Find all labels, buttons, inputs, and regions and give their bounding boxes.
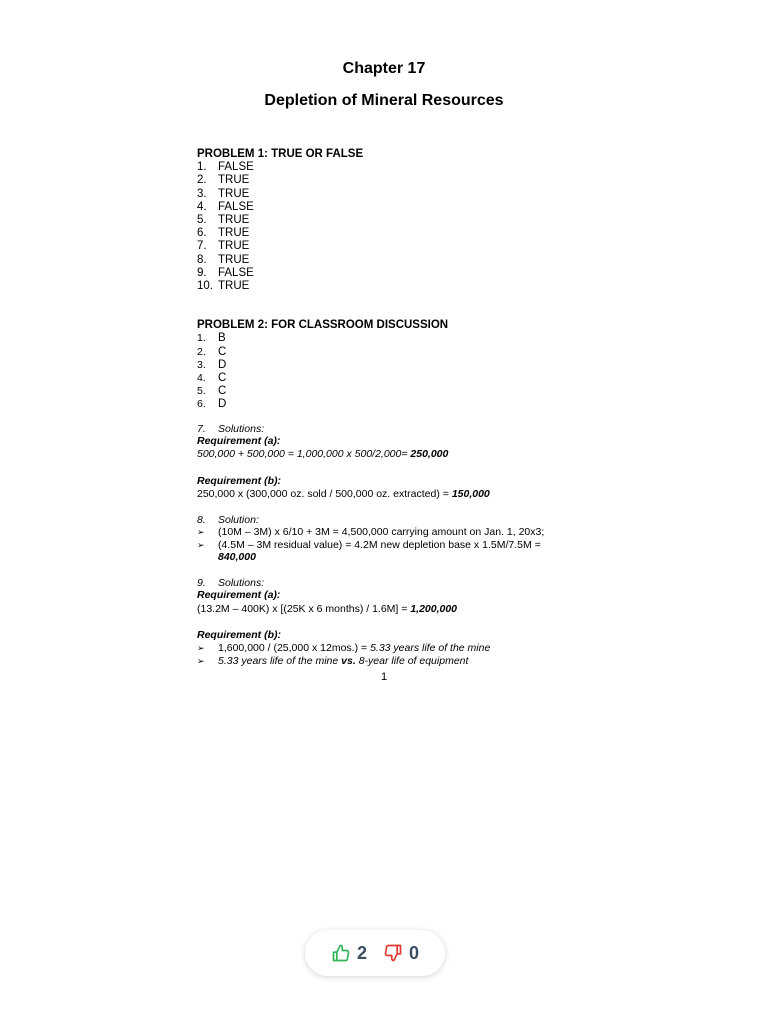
list-item-number: 1. xyxy=(197,332,206,345)
thumbs-up-icon xyxy=(331,943,351,963)
list-item xyxy=(197,240,577,253)
upvote-count: 2 xyxy=(356,942,367,963)
list-item xyxy=(197,372,577,385)
list-item xyxy=(197,161,577,174)
list-item xyxy=(197,174,577,187)
list-item xyxy=(197,214,577,227)
vote-bar xyxy=(305,930,445,976)
list-item-number: 1. xyxy=(197,161,207,174)
q7-req-b-label: Requirement (b): xyxy=(197,474,281,487)
list-item xyxy=(197,398,577,411)
upvote-button[interactable] xyxy=(331,943,367,964)
q8-header: 8. Solution: xyxy=(197,513,259,526)
list-item xyxy=(197,385,577,398)
list-item xyxy=(197,359,577,372)
list-item xyxy=(197,332,577,345)
list-item-number: 2. xyxy=(197,174,207,187)
arrow-bullet-icon: ➢ xyxy=(197,643,205,654)
list-item-answer: D xyxy=(218,398,227,411)
list-item-answer: TRUE xyxy=(218,214,250,227)
list-item-number: 8. xyxy=(197,253,207,266)
q9-req-a-line: (13.2M – 400K) x [(25K x 6 months) / 1.6M] = 1,200,000 xyxy=(197,602,458,615)
list-item-answer: B xyxy=(218,332,226,345)
q9-bullet-1: ➢ 1,600,000 / (25,000 x 12mos.) = 5.33 years life of the mine xyxy=(197,642,491,655)
list-item-number: 3. xyxy=(197,358,206,371)
list-item xyxy=(197,188,577,201)
q7-req-b-line: 250,000 x (300,000 oz. sold / 500,000 oz. extracted) = 150,000 xyxy=(197,487,490,500)
list-item-number: 4. xyxy=(197,200,207,213)
list-item-number: 9. xyxy=(197,266,207,279)
list-item-answer: C xyxy=(218,372,227,385)
q9-header: 9. Solutions: xyxy=(197,576,265,589)
thumbs-down-icon xyxy=(383,943,403,963)
q9-bullet-2: ➢ 5.33 years life of the mine vs. 8-year life of equipment xyxy=(197,654,469,667)
list-item xyxy=(197,227,577,240)
q7-req-a-line: 500,000 + 500,000 = 1,000,000 x 500/2,000= 250,000 xyxy=(197,448,449,461)
q8-bullet-2: ➢ (4.5M – 3M residual value) = 4.2M new depletion base x 1.5M/7.5M = 840,000 xyxy=(197,538,541,564)
q7-req-a-label: Requirement (a): xyxy=(197,435,281,448)
page-number: 1 xyxy=(380,671,388,683)
list-item-number: 5. xyxy=(197,385,206,398)
problem1-heading: PROBLEM 1: TRUE OR FALSE xyxy=(197,148,364,160)
list-item-answer: TRUE xyxy=(218,174,250,187)
list-item-answer: TRUE xyxy=(218,227,250,240)
list-item-number: 5. xyxy=(197,214,207,227)
list-item-number: 2. xyxy=(197,345,206,358)
list-item-answer: FALSE xyxy=(218,200,254,213)
list-item-answer: C xyxy=(218,385,227,398)
list-item xyxy=(197,280,577,293)
list-item xyxy=(197,201,577,214)
chapter-label: Chapter 17 xyxy=(342,60,426,77)
list-item xyxy=(197,267,577,280)
q7-header: 7. Solutions: xyxy=(197,422,265,435)
q9-req-b-label: Requirement (b): xyxy=(197,628,281,641)
list-item-number: 6. xyxy=(197,227,207,240)
problem1-list xyxy=(197,161,577,293)
list-item-answer: TRUE xyxy=(218,253,250,266)
list-item-answer: TRUE xyxy=(218,240,250,253)
list-item-answer: FALSE xyxy=(218,266,254,279)
list-item-answer: D xyxy=(218,358,227,371)
downvote-button[interactable] xyxy=(383,943,419,964)
arrow-bullet-icon: ➢ xyxy=(197,527,205,538)
list-item-number: 6. xyxy=(197,398,206,411)
problem2-list xyxy=(197,332,577,411)
list-item-answer: C xyxy=(218,345,227,358)
list-item-number: 3. xyxy=(197,187,207,200)
problem2-heading: PROBLEM 2: FOR CLASSROOM DISCUSSION xyxy=(197,319,449,332)
list-item-answer: TRUE xyxy=(218,187,250,200)
arrow-bullet-icon: ➢ xyxy=(197,655,205,666)
list-item xyxy=(197,254,577,267)
q8-bullet-1: ➢ (10M – 3M) x 6/10 + 3M = 4,500,000 carrying amount on Jan. 1, 20x3; xyxy=(197,526,545,539)
list-item-answer: TRUE xyxy=(218,280,250,293)
list-item-number: 4. xyxy=(197,372,206,385)
downvote-count: 0 xyxy=(409,942,420,963)
list-item-number: 10. xyxy=(197,280,213,293)
list-item xyxy=(197,346,577,359)
list-item-answer: FALSE xyxy=(218,161,254,174)
document-body xyxy=(197,148,577,667)
page-title: Depletion of Mineral Resources xyxy=(264,92,504,109)
q9-req-a-label: Requirement (a): xyxy=(197,589,281,602)
list-item-number: 7. xyxy=(197,240,207,253)
arrow-bullet-icon: ➢ xyxy=(197,539,205,550)
